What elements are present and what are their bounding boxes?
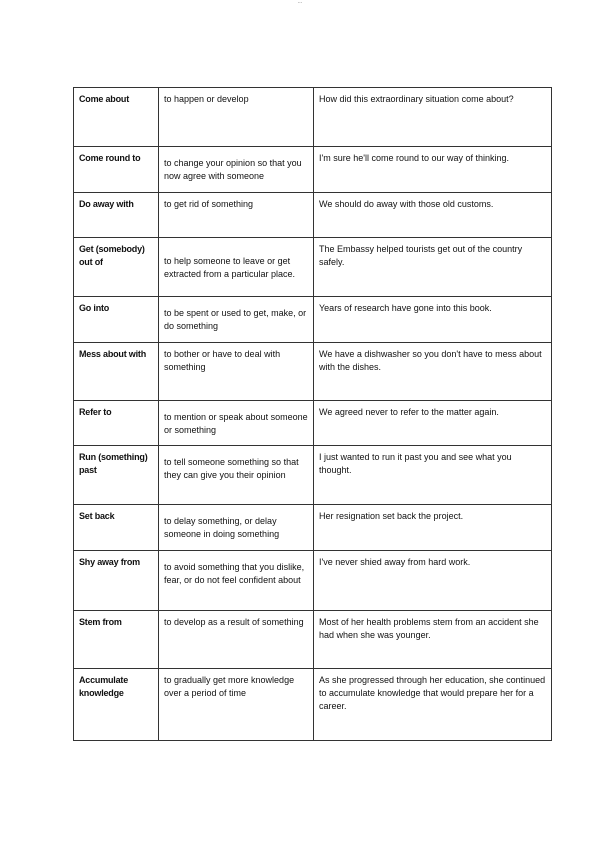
table-row: [74, 147, 552, 193]
example-cell: As she progressed through her education, she continued to accumulate knowledge that would prepare her for a career.: [314, 669, 552, 741]
table-row: [74, 669, 552, 741]
example-cell: I just wanted to run it past you and see what you thought.: [314, 446, 552, 505]
term-cell: Shy away from: [74, 551, 159, 611]
table-row: [74, 343, 552, 401]
table-row: [74, 88, 552, 147]
term-cell: Mess about with: [74, 343, 159, 401]
definition-cell: to tell someone something so that they can give you their opinion: [159, 446, 314, 505]
term-cell: Do away with: [74, 193, 159, 238]
table-row: [74, 297, 552, 343]
example-cell: Years of research have gone into this book.: [314, 297, 552, 343]
term-cell: Set back: [74, 505, 159, 551]
definition-cell: to develop as a result of something: [159, 611, 314, 669]
example-cell: The Embassy helped tourists get out of the country safely.: [314, 238, 552, 297]
example-cell: We have a dishwasher so you don't have to mess about with the dishes.: [314, 343, 552, 401]
definition-cell: to gradually get more knowledge over a period of time: [159, 669, 314, 741]
definition-cell: to be spent or used to get, make, or do something: [159, 297, 314, 343]
term-cell: Come round to: [74, 147, 159, 193]
term-cell: Go into: [74, 297, 159, 343]
definition-cell: to avoid something that you dislike, fear, or do not feel confident about: [159, 551, 314, 611]
definition-cell: to bother or have to deal with something: [159, 343, 314, 401]
definition-cell: to delay something, or delay someone in doing something: [159, 505, 314, 551]
term-cell: Get (somebody) out of: [74, 238, 159, 297]
term-cell: Refer to: [74, 401, 159, 446]
example-cell: We agreed never to refer to the matter again.: [314, 401, 552, 446]
page-mark: ...: [297, 0, 303, 5]
example-cell: I've never shied away from hard work.: [314, 551, 552, 611]
table-row: [74, 446, 552, 505]
term-cell: Stem from: [74, 611, 159, 669]
table-row: [74, 238, 552, 297]
definition-cell: to change your opinion so that you now agree with someone: [159, 147, 314, 193]
definition-cell: to happen or develop: [159, 88, 314, 147]
example-cell: How did this extraordinary situation come about?: [314, 88, 552, 147]
term-cell: Come about: [74, 88, 159, 147]
example-cell: We should do away with those old customs.: [314, 193, 552, 238]
phrasal-verbs-table: [73, 87, 552, 741]
example-cell: Her resignation set back the project.: [314, 505, 552, 551]
table-row: [74, 193, 552, 238]
definition-cell: to help someone to leave or get extracted from a particular place.: [159, 238, 314, 297]
example-cell: Most of her health problems stem from an accident she had when she was younger.: [314, 611, 552, 669]
example-cell: I'm sure he'll come round to our way of thinking.: [314, 147, 552, 193]
table-row: [74, 401, 552, 446]
table-row: [74, 551, 552, 611]
table-row: [74, 611, 552, 669]
definition-cell: to mention or speak about someone or something: [159, 401, 314, 446]
term-cell: Run (something) past: [74, 446, 159, 505]
term-cell: Accumulate knowledge: [74, 669, 159, 741]
table-row: [74, 505, 552, 551]
definition-cell: to get rid of something: [159, 193, 314, 238]
